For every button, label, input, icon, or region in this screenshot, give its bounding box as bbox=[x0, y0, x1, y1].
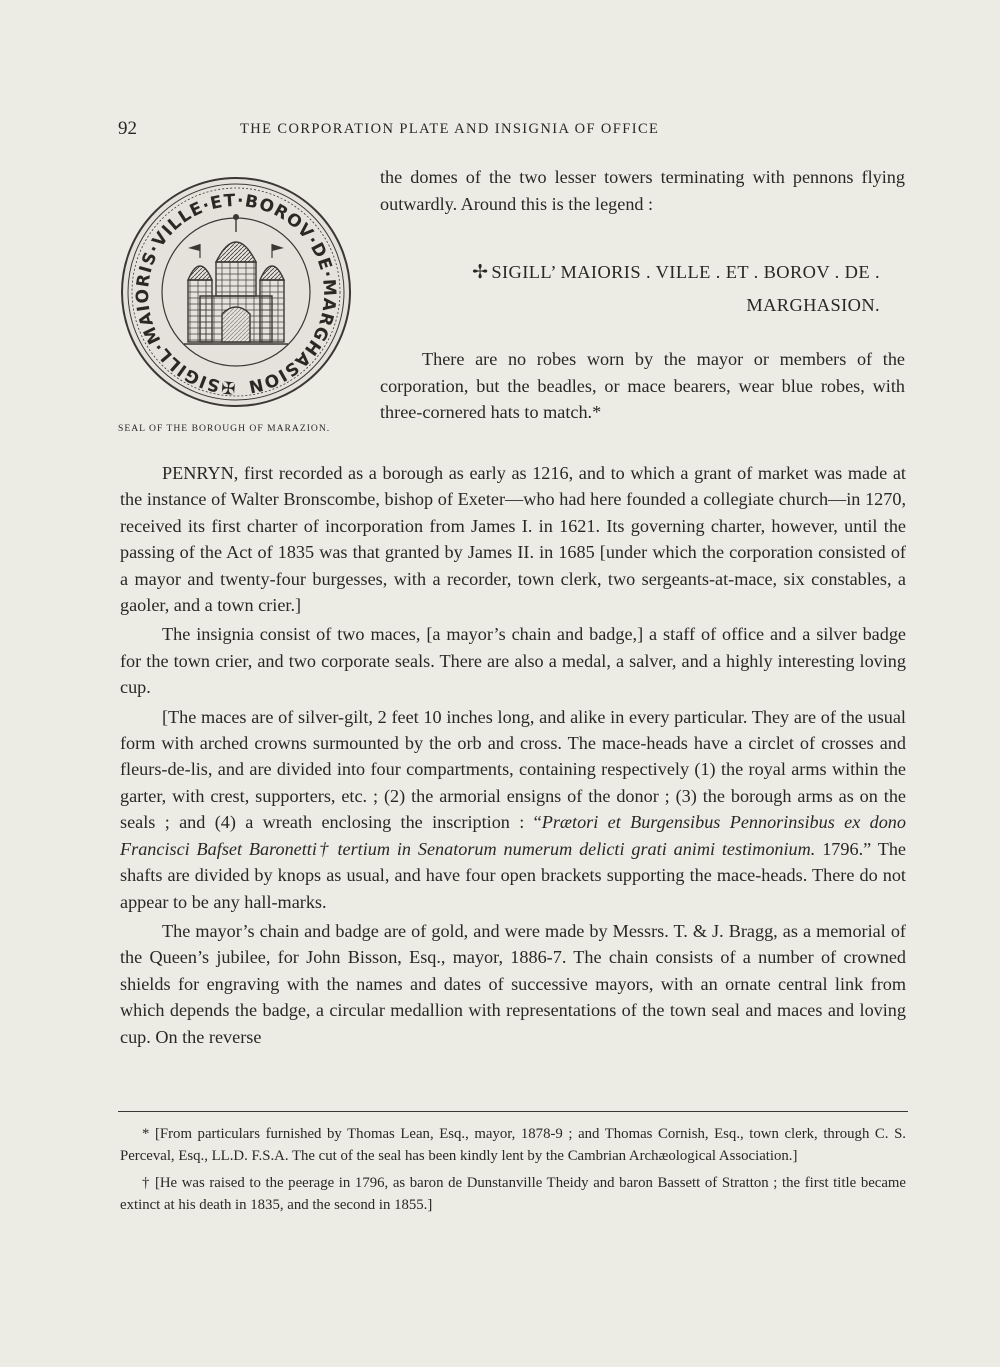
maces-description-end: 1796.” The shafts are divided by knops as usual, and have four open brackets supporting the mace-heads. There do not appear to be any hall-marks. bbox=[120, 838, 906, 912]
page-number: 92 bbox=[118, 118, 137, 139]
penryn-paragraph-2: The insignia consist of two maces, [a mayor’s chain and badge,] a staff of office and a silver badge for the town crier, and two corporate seals. There are also a medal, a salver, and a highly interesting loving cup. bbox=[120, 624, 906, 698]
cross-icon: ✢ bbox=[472, 262, 489, 283]
footnotes bbox=[120, 1124, 906, 1222]
intro-text: the domes of the two lesser towers terminating with pennons flying outwardly. Around this is the legend : bbox=[380, 167, 905, 214]
seal-legend-quote bbox=[400, 256, 880, 322]
penryn-paragraph-1: PENRYN, first recorded as a borough as early as 1216, and to which a grant of market was made at the instance of Walter Bronscombe, bishop of Exeter—who had here founded a collegiate church—in 1270, received its first charter of incorporation from James I. in 1621. Its governing charter, however, until the passing of the Act of 1835 was that granted by James II. in 1685 [under which the corporation consisted of a mayor and twenty-four burgesses, with a recorder, town clerk, two sergeants-at-mace, six constables, a gaoler, and a town crier.] bbox=[120, 463, 906, 616]
latin-inscription: Prætori et Burgensibus Pennorinsibus ex dono Francisci Bafset Baronetti† tertium in Senatorum numerum delicti grati animi testimonium. bbox=[120, 812, 906, 859]
main-body bbox=[120, 460, 906, 1053]
penryn-paragraph-3 bbox=[120, 704, 906, 915]
seal-figure bbox=[118, 172, 370, 442]
running-head: THE CORPORATION PLATE AND INSIGNIA OF OFFICE bbox=[240, 121, 660, 137]
seal-legend-text: ✠SIGILL·MAIORIS·VILLE·ET·BOROV·DE·MARGHASION bbox=[132, 190, 340, 398]
maces-description: [The maces are of silver-gilt, 2 feet 10 inches long, and alike in every particular. They are of the usual form with arched crowns surmounted by the orb and cross. The mace-heads have a circlet of crosses and fleurs-de-lis, and are divided into four compartments, containing respectively (1) the royal arms within the garter, with crest, supporters, etc. ; (2) the armorial ensigns of the donor ; (3) the borough arms as on the seals ; and (4) a wreath enclosing the inscription : “ bbox=[120, 706, 906, 833]
seal-illustration bbox=[118, 172, 354, 412]
penryn-paragraph-4: The mayor’s chain and badge are of gold, and were made by Messrs. T. & J. Bragg, as a memorial of the Queen’s jubilee, for John Bisson, Esq., mayor, 1886-7. The chain consists of a number of crowned shields for engraving with the names and dates of successive mayors, with an ornate central link from which depends the badge, a circular medallion with representations of the town seal and maces and loving cup. On the reverse bbox=[120, 920, 906, 1047]
intro-paragraph bbox=[380, 164, 905, 217]
footnote-1: * [From particulars furnished by Thomas Lean, Esq., mayor, 1878-9 ; and Thomas Cornish, Esq., town clerk, through C. S. Perceval, Esq., LL.D. F.S.A. The cut of the seal has been kindly lent by the Cambrian Archæological Association.] bbox=[120, 1126, 906, 1164]
robes-paragraph: There are no robes worn by the mayor or members of the corporation, but the beadles, or mace bearers, wear blue robes, with three-cornered hats to match.* bbox=[380, 349, 905, 422]
legend-text: SIGILL’ MAIORIS . VILLE . ET . BOROV . DE . MARGHASION. bbox=[491, 262, 880, 315]
figure-caption: SEAL OF THE BOROUGH OF MARAZION. bbox=[118, 423, 331, 434]
page-header bbox=[118, 118, 908, 142]
footnote-2: † [He was raised to the peerage in 1796, as baron de Dunstanville Theidy and baron Bassett of Stratton ; the first title became extinct at his death in 1835, and the second in 1855.] bbox=[120, 1175, 906, 1213]
footnote-rule bbox=[118, 1111, 908, 1112]
